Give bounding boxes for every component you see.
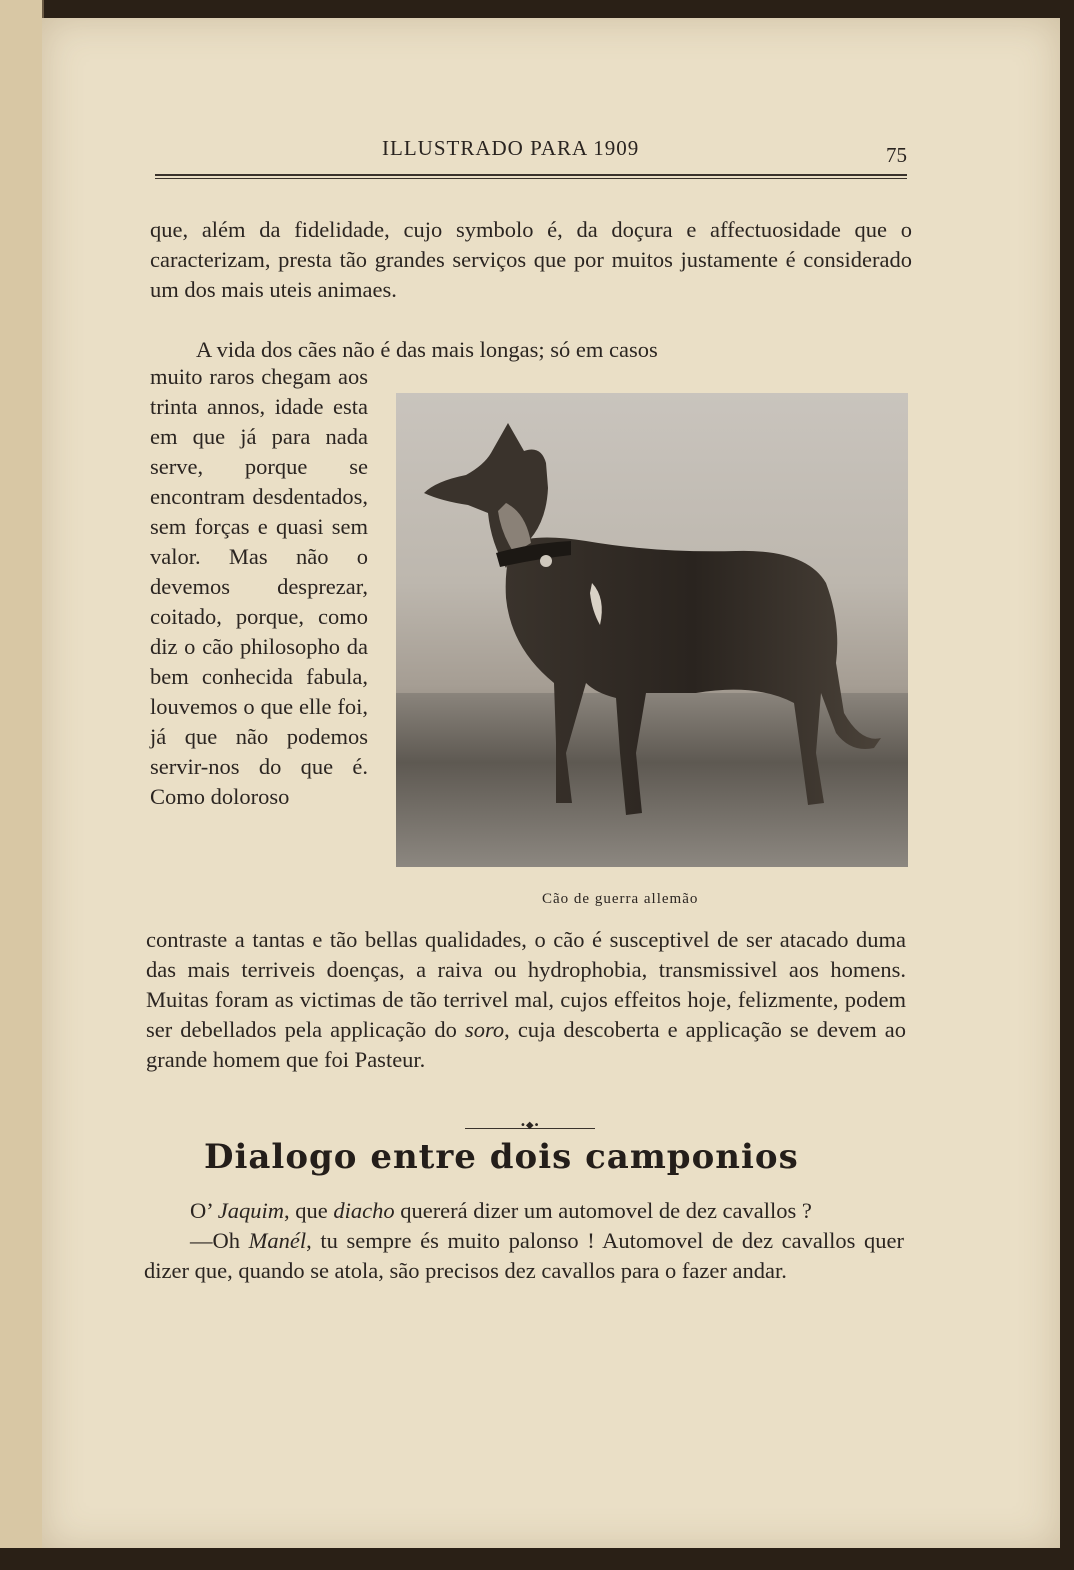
dog-photograph [396,393,908,867]
italic-soro: soro [464,1017,505,1042]
dialogue-question [144,1196,904,1226]
paragraph-2-wrapped-text: muito raros chegam aos trinta annos, idade esta em que já para nada serve, porque se encontram desdentados, sem forças e quasi sem valor. Mas não o devemos desprezar, coitado, porque, como diz o cão philosopho da bem conhecida fabula, louvemos o que elle foi, já que não podemos servir-nos do que é. Como doloroso [150,364,368,809]
dialogue [144,1196,904,1286]
running-title: ILLUSTRADO PARA 1909 [382,136,640,160]
facing-page-edge [0,0,44,1570]
paragraph-2-first-line [150,335,912,365]
paragraph-2-wrapped-column [150,362,368,812]
question-rest: quererá dizer um automovel de dez cavallos ? [400,1198,812,1223]
question-italic-word: diacho [333,1198,395,1223]
answer-name: Manél [248,1228,307,1253]
collar-tag [540,555,552,567]
answer-rest: , tu sempre és muito palonso ! Automovel de dez cavallos quer dizer que, quando se atola, são precisos dez cavallos para o fazer andar. [144,1228,905,1283]
paragraph-2-first-line-text: A vida dos cães não é das mais longas; só em casos [196,337,658,362]
section-title: Dialogo entre dois camponios [204,1137,799,1177]
page-number: 75 [886,143,907,167]
paragraph-1: que, além da fidelidade, cujo symbolo é, da doçura e affectuosidade que o caracterizam, presta tão grandes serviços que por muitos justamente é considerado um dos mais uteis animaes. [150,217,912,302]
scan-bottom-edge [0,1548,1074,1570]
paragraph-2-continuation-text: contraste a tantas e tão bellas qualidades, o cão é susceptivel de ser atacado duma das mais terriveis doenças, a raiva ou hydrophobia, transmissivel aos homens. Muitas foram as victimas de tão terrivel mal, cujos effeitos hoje, felizmente, podem ser debellados pela applicação do [146,927,906,1042]
separator-ornament-icon: •◆• [520,1120,540,1131]
answer-prefix: —Oh [190,1228,240,1253]
paragraph-2-ending: , cuja descoberta e applicação se devem ao grande homem que foi Pasteur. [146,1017,907,1072]
scan-top-edge [0,0,1074,20]
dog-illustration [396,393,908,867]
question-mid: , que [283,1198,328,1223]
figure-caption: Cão de guerra allemão [542,891,699,907]
scan-right-edge [1060,0,1074,1570]
dialogue-answer [144,1226,904,1286]
paragraph-opening [150,215,912,305]
question-name: Jaquim [217,1198,284,1223]
header-double-rule [155,174,907,179]
paragraph-2-continuation [146,925,906,1075]
question-prefix: O’ [190,1198,213,1223]
